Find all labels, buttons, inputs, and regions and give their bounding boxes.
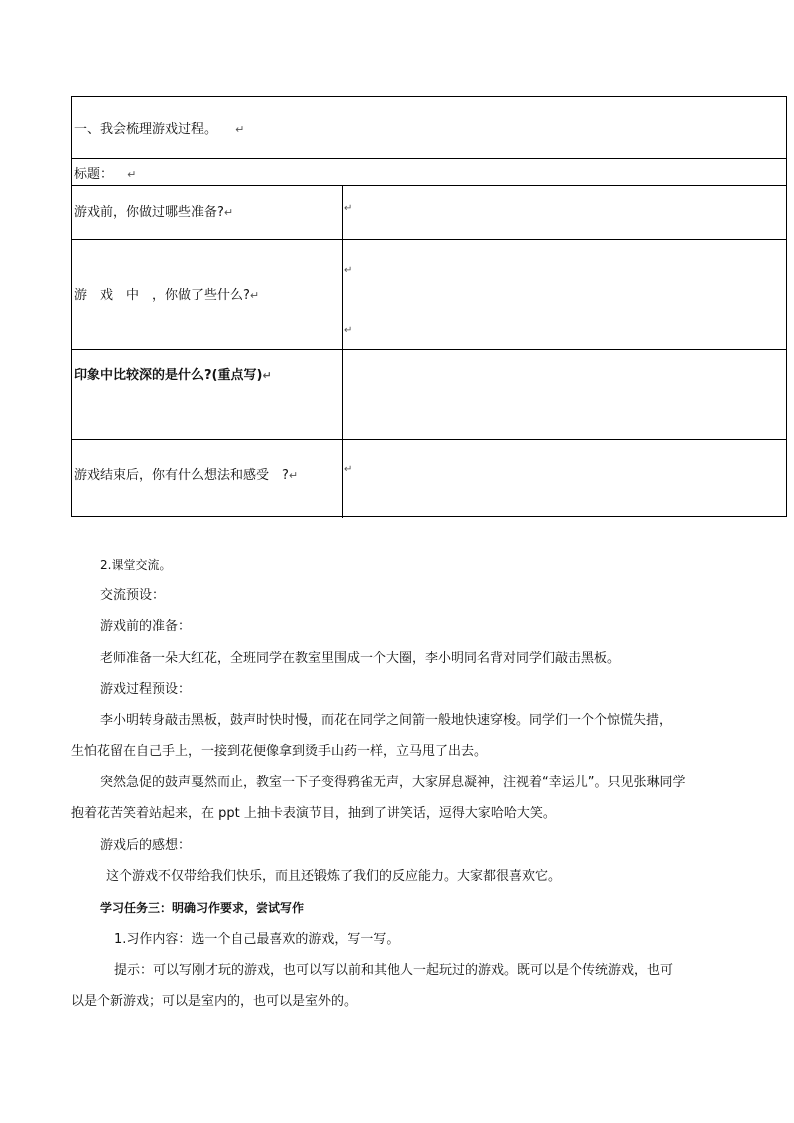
table-header-row [72, 97, 786, 159]
paragraph-mark-icon: ↵ [249, 289, 260, 302]
paragraph-mark-icon: ↵ [344, 464, 353, 475]
task-item-1: 1.习作内容：选一个自己最喜欢的游戏，写一写。 [114, 932, 400, 947]
paragraph-mark-icon: ↵ [344, 265, 353, 276]
question-after-game: 游戏结束后，你有什么想法和感受 ? [74, 468, 289, 483]
worksheet-table [71, 96, 787, 517]
answer-cell[interactable] [343, 240, 786, 349]
hint-line-2: 以是个新游戏；可以是室内的，也可以是室外的。 [71, 994, 358, 1009]
table-row [72, 440, 786, 518]
question-impression: 印象中比较深的是什么?(重点写) [74, 368, 263, 383]
paragraph-mark-icon: ↵ [288, 469, 299, 482]
answer-cell[interactable] [343, 186, 786, 239]
preset-label: 交流预设： [100, 588, 166, 603]
table-row [72, 186, 786, 240]
table-title-row [72, 159, 786, 186]
answer-cell[interactable] [343, 440, 786, 518]
title-label: 标题： [74, 167, 114, 182]
process-paragraph-1-line-1: 李小明转身敲击黑板，鼓声时快时慢，而花在同学之间箭一般地快速穿梭。同学们一个个惊慌失措， [100, 713, 673, 728]
table-row [72, 240, 786, 350]
table-row [72, 350, 786, 440]
hint-line-1: 提示：可以写刚才玩的游戏，也可以写以前和其他人一起玩过的游戏。既可以是个传统游戏，也可 [114, 963, 674, 978]
process-paragraph-2-line-1: 突然急促的鼓声戛然而止，教室一下子变得鸦雀无声，大家屏息凝神，注视着“幸运儿”。只见张琳同学 [100, 775, 686, 790]
before-label: 游戏前的准备： [100, 619, 192, 634]
paragraph-mark-icon: ↵ [344, 203, 353, 214]
after-text: 这个游戏不仅带给我们快乐，而且还锻炼了我们的反应能力。大家都很喜欢它。 [106, 869, 562, 884]
answer-cell[interactable] [343, 350, 786, 439]
question-before-game: 游戏前，你做过哪些准备? [74, 205, 224, 220]
paragraph-mark-icon: ↵ [344, 325, 353, 336]
table-header-text: 一、我会梳理游戏过程。 [74, 122, 218, 137]
paragraph-mark-icon: ↵ [223, 206, 234, 219]
process-paragraph-1-line-2: 生怕花留在自己手上，一接到花便像拿到烫手山药一样，立马甩了出去。 [71, 744, 488, 759]
section-2-title: 2.课堂交流。 [100, 558, 172, 572]
task-3-title: 学习任务三：明确习作要求，尝试写作 [100, 901, 305, 915]
question-during-game: 游 戏 中 ，你做了些什么? [74, 288, 250, 303]
paragraph-mark-icon: ↵ [262, 369, 272, 382]
process-paragraph-2-line-2: 抱着花苦笑着站起来，在 ppt 上抽卡表演节目，抽到了讲笑话，逗得大家哈哈大笑。 [71, 806, 556, 821]
after-label: 游戏后的感想： [100, 838, 192, 853]
process-label: 游戏过程预设： [100, 682, 192, 697]
paragraph-mark-icon: ↵ [127, 168, 137, 181]
before-text: 老师准备一朵大红花，全班同学在教室里围成一个大圈，李小明同名背对同学们敲击黑板。 [100, 651, 621, 666]
paragraph-mark-icon: ↵ [235, 123, 245, 136]
